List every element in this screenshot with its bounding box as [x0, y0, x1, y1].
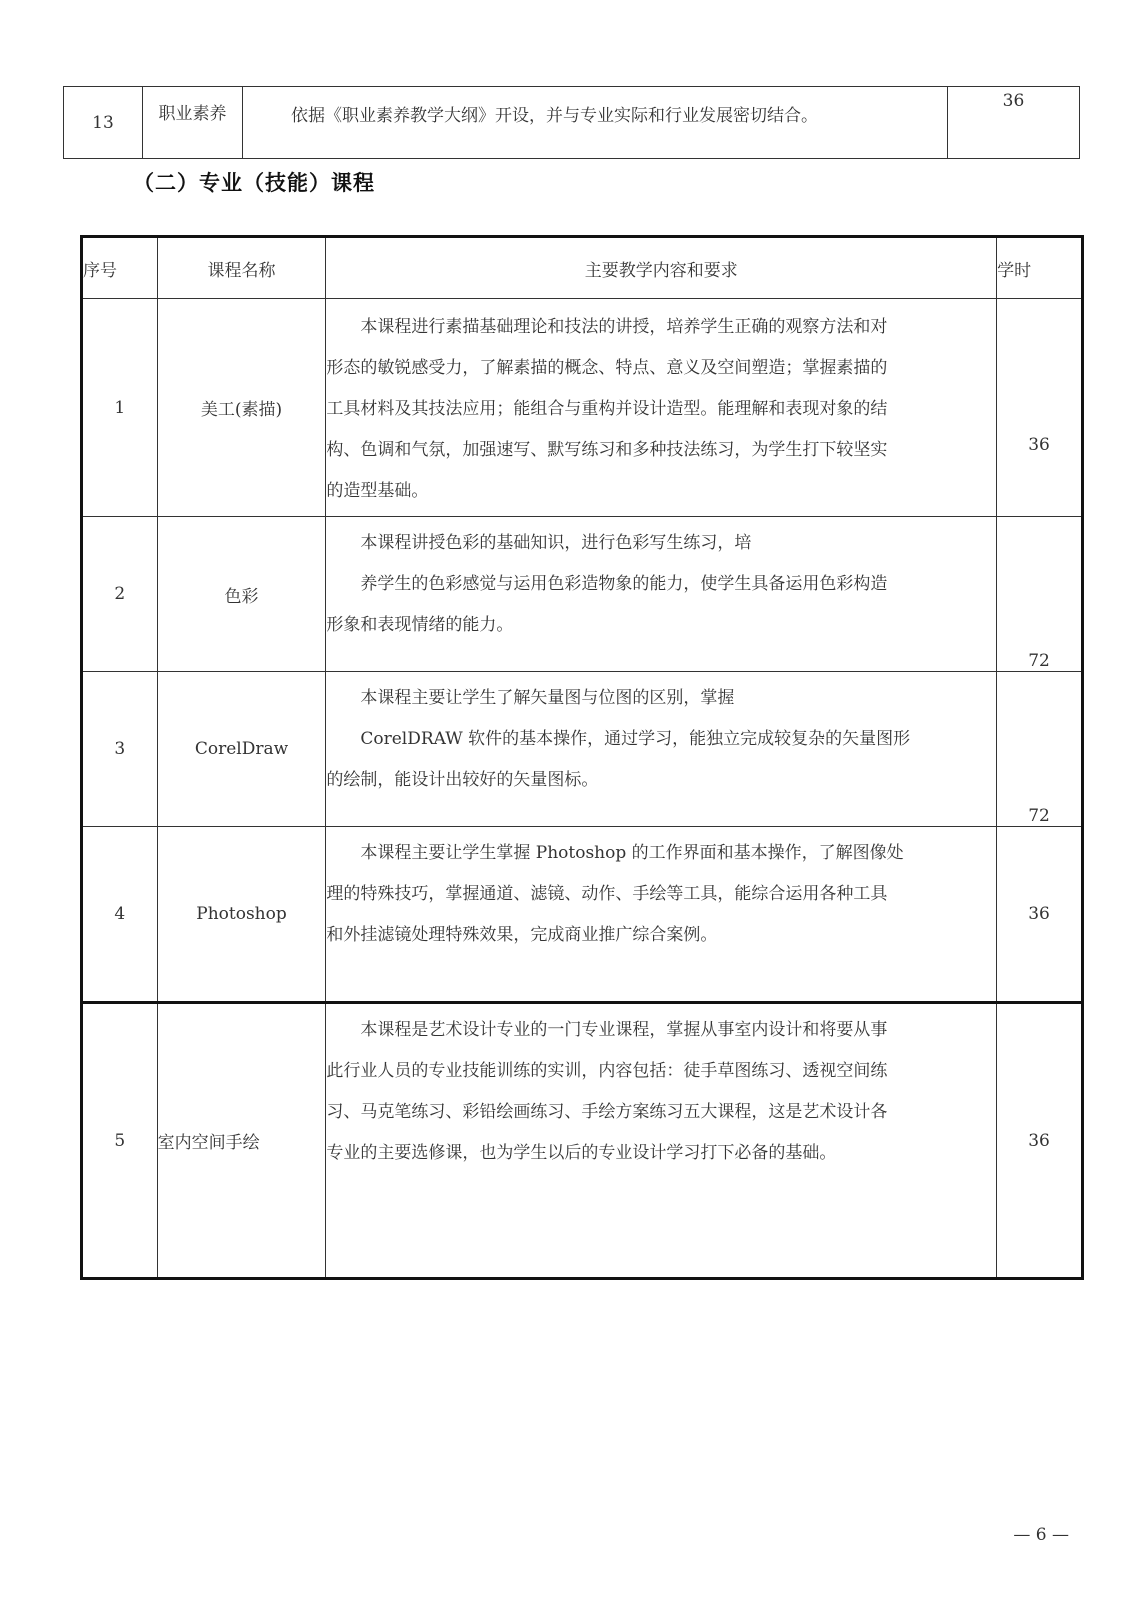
row-number: 2 [82, 517, 158, 672]
table-row [82, 1003, 1083, 1279]
course-content [326, 1003, 997, 1279]
course-hours: 72 [997, 517, 1083, 672]
course-content: 依据《职业素养教学大纲》开设，并与专业实际和行业发展密切结合。 [243, 87, 948, 159]
course-name: 色彩 [157, 517, 326, 672]
content-line: 理的特殊技巧，掌握通道、滤镜、动作、手绘等工具，能综合运用各种工具 [326, 884, 888, 904]
table-row [82, 299, 1083, 517]
content-line: 形态的敏锐感受力，了解素描的概念、特点、意义及空间塑造；掌握素描的 [326, 358, 888, 378]
table-row [82, 517, 1083, 672]
prev-courses-table [63, 86, 1080, 159]
major-courses-table [80, 235, 1084, 1280]
content-line: 本课程主要让学生掌握 Photoshop 的工作界面和基本操作，了解图像处 [360, 843, 904, 863]
table-header-row [82, 237, 1083, 299]
course-content [326, 299, 997, 517]
content-line: 工具材料及其技法应用；能组合与重构并设计造型。能理解和表现对象的结 [326, 399, 888, 419]
course-name: 职业素养 [143, 87, 243, 159]
content-line: 养学生的色彩感觉与运用色彩造物象的能力，使学生具备运用色彩构造 [360, 574, 888, 594]
row-number: 1 [82, 299, 158, 517]
content-line: 此行业人员的专业技能训练的实训，内容包括：徒手草图练习、透视空间练 [326, 1061, 888, 1081]
course-name: Photoshop [157, 827, 326, 1003]
content-line: 形象和表现情绪的能力。 [326, 615, 514, 635]
content-line: 专业的主要选修课，也为学生以后的专业设计学习打下必备的基础。 [326, 1143, 837, 1163]
row-number: 13 [64, 87, 143, 159]
content-line: 本课程进行素描基础理论和技法的讲授，培养学生正确的观察方法和对 [360, 317, 888, 337]
header-name: 课程名称 [157, 237, 326, 299]
page-number: — 6 — [1013, 1525, 1069, 1545]
table-row [64, 87, 1080, 159]
content-line: 和外挂滤镜处理特殊效果，完成商业推广综合案例。 [326, 925, 718, 945]
header-no: 序号 [82, 237, 158, 299]
content-line: 本课程是艺术设计专业的一门专业课程，掌握从事室内设计和将要从事 [360, 1020, 888, 1040]
content-line: 构、色调和气氛，加强速写、默写练习和多种技法练习，为学生打下较坚实 [326, 440, 888, 460]
course-content [326, 517, 997, 672]
header-hours: 学时 [997, 237, 1083, 299]
section-title: （二）专业（技能）课程 [133, 171, 375, 195]
content-line: 习、马克笔练习、彩铅绘画练习、手绘方案练习五大课程，这是艺术设计各 [326, 1102, 888, 1122]
course-hours: 36 [997, 1003, 1083, 1279]
course-name: 美工(素描) [157, 299, 326, 517]
row-number: 5 [82, 1003, 158, 1279]
course-content [326, 827, 997, 1003]
table-row [82, 827, 1083, 1003]
table-row [82, 672, 1083, 827]
content-line: 的造型基础。 [326, 481, 429, 501]
course-name: CorelDraw [157, 672, 326, 827]
course-content [326, 672, 997, 827]
row-number: 4 [82, 827, 158, 1003]
course-name: 室内空间手绘 [157, 1003, 326, 1279]
course-hours: 36 [997, 299, 1083, 517]
row-number: 3 [82, 672, 158, 827]
content-line: 的绘制，能设计出较好的矢量图标。 [326, 770, 599, 790]
content-line: CorelDRAW 软件的基本操作，通过学习，能独立完成较复杂的矢量图形 [360, 729, 911, 749]
course-hours: 36 [948, 87, 1080, 159]
course-hours: 72 [997, 672, 1083, 827]
content-line: 本课程讲授色彩的基础知识，进行色彩写生练习，培 [360, 533, 752, 553]
course-hours: 36 [997, 827, 1083, 1003]
content-line: 本课程主要让学生了解矢量图与位图的区别，掌握 [360, 688, 735, 708]
header-content: 主要教学内容和要求 [326, 237, 997, 299]
